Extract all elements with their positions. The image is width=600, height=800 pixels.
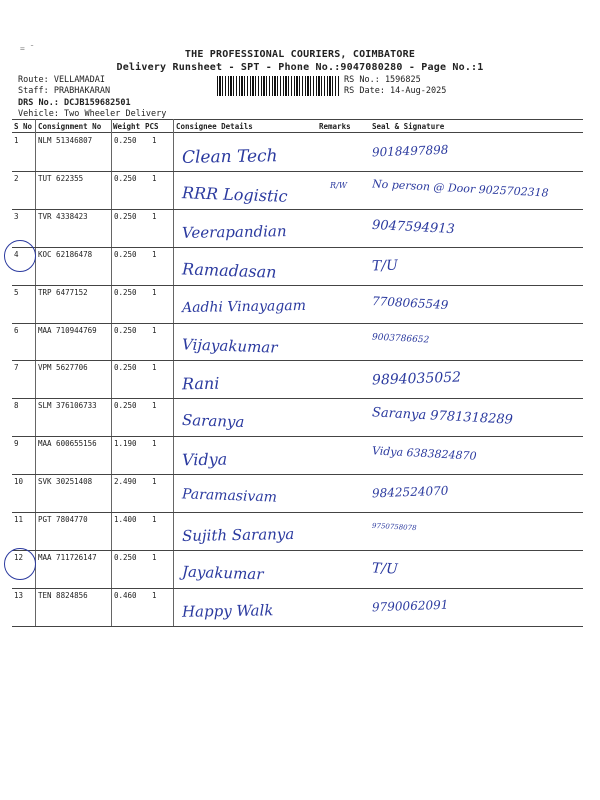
row-sno: 6	[14, 325, 19, 335]
row-consignment: KOC 62186478	[38, 249, 93, 259]
row-pcs: 1	[152, 363, 157, 373]
row-consignee: Clean Tech	[181, 146, 278, 168]
staff-label: Staff: PRABHAKARAN	[18, 86, 111, 96]
row-consignee: Ramadasan	[181, 259, 277, 282]
corner-mark: = ̄	[20, 44, 30, 53]
row-rule	[12, 512, 583, 513]
row-pcs: 1	[152, 287, 157, 297]
row-sno: 1	[14, 136, 19, 145]
row-sno: 9	[14, 439, 19, 449]
row-pcs: 1	[152, 401, 157, 411]
row-signature: 9750758078	[371, 521, 417, 533]
row-consignment: SVK 30251408	[38, 477, 93, 487]
row-remarks: R/W	[330, 180, 347, 190]
row-sno: 3	[14, 211, 19, 221]
row-consignee: Happy Walk	[181, 601, 274, 621]
row-signature: Vidya 6383824870	[371, 444, 477, 463]
row-consignee: Saranya	[181, 411, 245, 432]
route-label: Route: VELLAMADAI	[18, 75, 105, 85]
vehicle-label: Vehicle: Two Wheeler Delivery	[18, 109, 167, 119]
row-consignee: Vidya	[181, 449, 228, 470]
row-consignment: VPM 5627706	[38, 363, 88, 373]
col-consignment: Consignment No	[38, 122, 102, 131]
row-pcs: 1	[152, 211, 157, 221]
row-rule	[12, 323, 583, 324]
row-signature: 7708065549	[371, 293, 449, 312]
row-rule	[12, 588, 583, 589]
barcode	[217, 76, 339, 96]
row-consignment: TEN 8824856	[38, 590, 88, 600]
row-sno: 10	[14, 477, 24, 487]
row-rule	[12, 626, 583, 627]
row-rule	[12, 360, 583, 361]
row-sno: 12	[14, 552, 24, 562]
row-consignment: TUT 622355	[38, 173, 84, 183]
row-sno: 2	[14, 173, 19, 183]
row-weight: 1.190	[114, 439, 137, 449]
row-weight: 0.250	[114, 401, 137, 411]
row-signature: 9790062091	[371, 597, 449, 615]
row-weight: 0.250	[114, 249, 137, 259]
row-consignment: TRP 6477152	[38, 287, 88, 297]
row-signature: T/U	[371, 257, 399, 275]
col-remarks: Remarks	[319, 122, 351, 131]
row-rule	[12, 474, 583, 475]
row-weight: 0.460	[114, 590, 137, 600]
row-rule	[12, 436, 583, 437]
row-consignment: MAA 710944769	[38, 325, 97, 335]
row-consignee: Vijayakumar	[181, 334, 278, 357]
rs-number: RS No.: 1596825	[344, 75, 421, 85]
row-pcs: 1	[152, 477, 157, 487]
row-pcs: 1	[152, 325, 157, 335]
row-sno: 13	[14, 590, 24, 600]
row-consignee: Jayakumar	[181, 562, 264, 584]
runsheet-subtitle: Delivery Runsheet - SPT - Phone No.:9047080280 - Page No.:1	[116, 62, 484, 73]
row-rule	[12, 550, 583, 551]
row-weight: 0.250	[114, 173, 137, 183]
col-pcs: PCS	[145, 122, 159, 131]
row-pcs: 1	[152, 136, 157, 145]
row-signature: No person @ Door 9025702318	[371, 177, 549, 200]
row-pcs: 1	[152, 439, 157, 449]
row-rule	[12, 171, 583, 172]
row-consignee: Rani	[181, 374, 220, 394]
row-sno: 8	[14, 401, 19, 411]
row-pcs: 1	[152, 590, 157, 600]
row-consignee: Sujith Saranya	[181, 525, 295, 545]
row-weight: 0.250	[114, 211, 137, 221]
row-pcs: 1	[152, 249, 157, 259]
row-sno: 4	[14, 249, 19, 259]
row-consignment: NLM 51346807	[38, 136, 93, 145]
row-sno: 7	[14, 363, 19, 373]
header-rule	[12, 132, 583, 133]
company-title: THE PROFESSIONAL COURIERS, COIMBATORE	[184, 49, 416, 60]
row-consignee: Veerapandian	[181, 221, 287, 242]
circle-mark	[4, 240, 36, 272]
circle-mark	[4, 548, 36, 580]
row-consignment: TVR 4338423	[38, 211, 88, 221]
row-weight: 2.490	[114, 477, 137, 487]
row-consignment: SLM 376106733	[38, 401, 97, 411]
drs-number: DRS No.: DCJB159682501	[18, 98, 131, 108]
row-sno: 5	[14, 287, 19, 297]
row-weight: 0.250	[114, 287, 137, 297]
table-top-rule	[12, 119, 583, 120]
row-rule	[12, 247, 583, 248]
row-signature: T/U	[371, 560, 399, 578]
row-signature: 9894035052	[371, 369, 462, 389]
col-sno: S No	[14, 122, 33, 131]
row-signature: 9047594913	[371, 217, 456, 237]
row-weight: 0.250	[114, 325, 137, 335]
row-consignment: MAA 600655156	[38, 439, 97, 449]
row-pcs: 1	[152, 515, 157, 524]
rs-date: RS Date: 14-Aug-2025	[344, 86, 447, 96]
row-rule	[12, 285, 583, 286]
row-consignment: MAA 711726147	[38, 552, 97, 562]
row-pcs: 1	[152, 173, 157, 183]
row-consignee: RRR Logistic	[181, 183, 288, 206]
row-weight: 1.400	[114, 515, 137, 524]
row-signature: Saranya 9781318289	[371, 405, 514, 428]
col-signature: Seal & Signature	[372, 122, 445, 131]
row-signature: 9018497898	[371, 142, 449, 160]
row-weight: 0.250	[114, 136, 137, 145]
row-weight: 0.250	[114, 363, 137, 373]
row-sno: 11	[14, 515, 24, 524]
row-consignee: Paramasivam	[181, 486, 278, 506]
row-signature: 9842524070	[371, 483, 449, 501]
row-rule	[12, 398, 583, 399]
row-consignment: PGT 7804770	[38, 515, 88, 524]
col-weight: Weight	[113, 122, 141, 131]
row-pcs: 1	[152, 552, 157, 562]
row-weight: 0.250	[114, 552, 137, 562]
row-signature: 9003786652	[371, 332, 430, 345]
row-consignee: Aadhi Vinayagam	[181, 297, 307, 316]
row-rule	[12, 209, 583, 210]
col-consignee: Consignee Details	[176, 122, 253, 131]
